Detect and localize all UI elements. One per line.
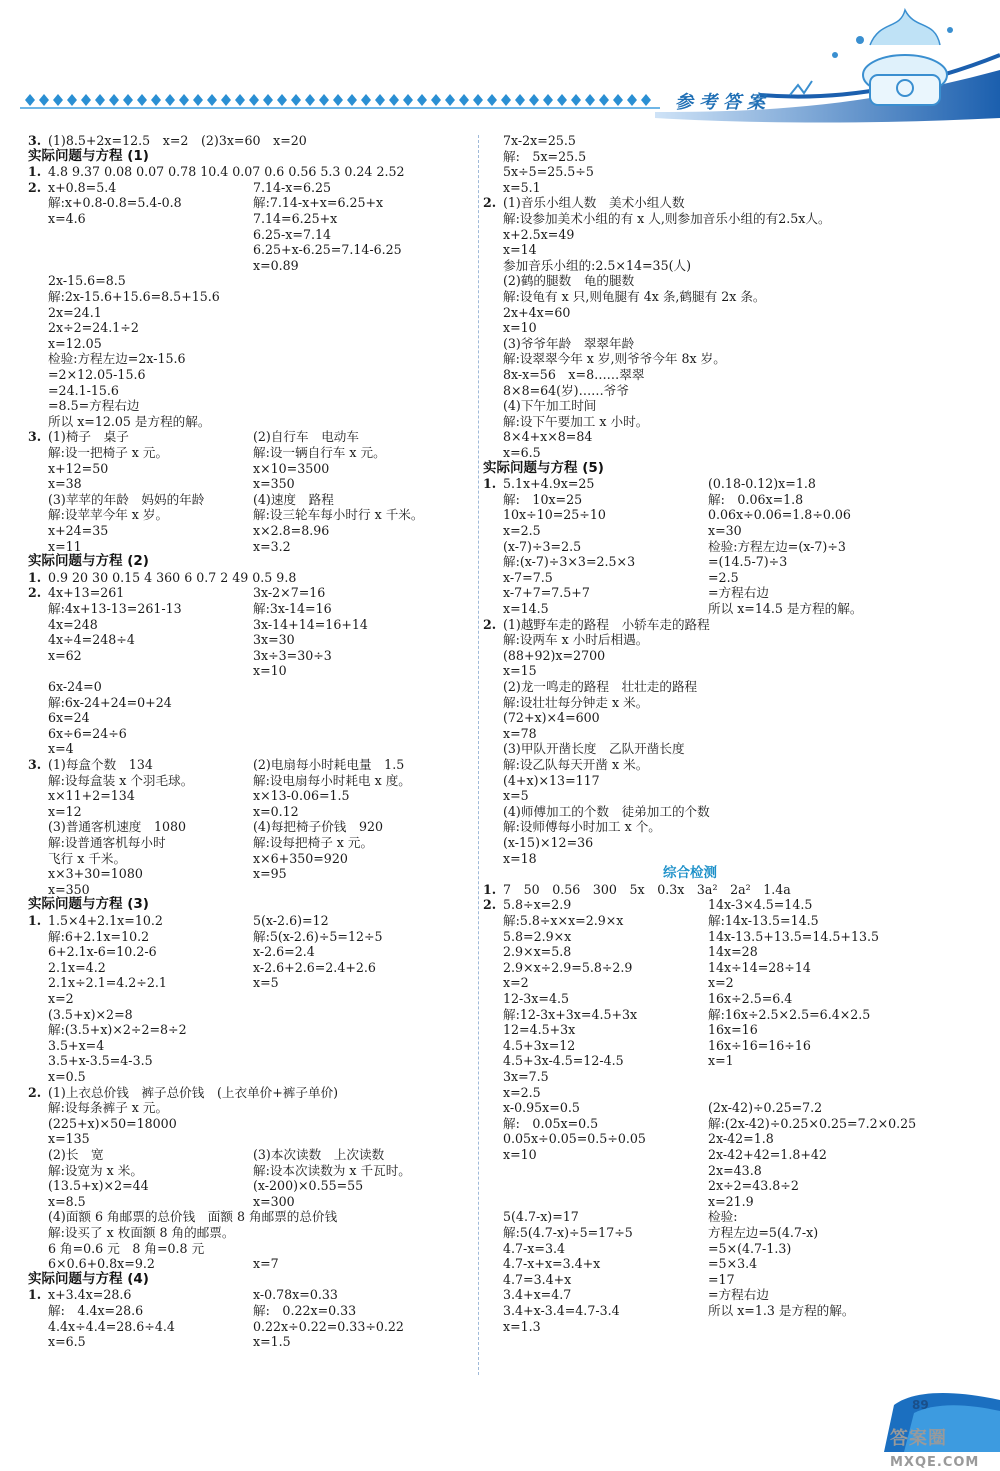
answer-line: 飞行 x 千米。 [48,850,127,866]
answer-line-second: =5×3.4 [708,1256,758,1272]
answer-line-second: 方程左边=5(4.7-x) [708,1225,819,1240]
answer-line-second: =方程右边 [708,1287,769,1303]
chain-diamond [235,94,245,106]
answer-line: 7 50 0.56 300 5x 0.3x 3a² 2a² 1.4a [503,881,791,897]
answer-line: x=2 [503,975,529,991]
chain-diamond [529,94,539,106]
answer-line: 5.1x+4.9x=25 [503,476,595,492]
answer-line: 检验:方程左边=2x-15.6 [48,351,186,367]
answer-line-second: x=350 [253,476,295,492]
answer-line: 解:设普通客机每小时 [48,835,166,850]
question-number: 2. [28,179,42,195]
answer-line-second: 解:16x÷2.5×2.5=6.4×2.5 [708,1006,871,1022]
answer-line-second: 14x-13.5+13.5=14.5+13.5 [708,928,879,944]
chain-diamond [249,94,259,106]
chain-diamond [431,94,441,106]
question-number: 1. [483,881,497,897]
answer-line-second: 16x÷2.5=6.4 [708,991,793,1006]
answer-line-second: 所以 x=14.5 是方程的解。 [708,601,863,616]
answer-line-second: x×2.8=8.96 [253,523,330,538]
answer-line: 解:设一把椅子 x 元。 [48,445,169,460]
answer-line: =8.5=方程右边 [48,398,140,414]
section-heading: 实际问题与方程 (4) [28,1270,149,1287]
answer-line: 8x-x=56 x=8……翠翠 [503,367,645,382]
answer-line-second: x=2 [708,975,734,991]
answer-line: 12=4.5+3x [503,1022,576,1038]
answer-line: 解:设师傅每小时加工 x 个。 [503,819,661,835]
answer-line: x=4.6 [48,211,86,226]
answer-line-second: 14x-3×4.5=14.5 [708,897,813,913]
chain-diamond [333,94,343,106]
answer-line-second: 解:(2x-42)÷0.25×0.25=7.2×0.25 [708,1115,917,1131]
answer-line: 解:5.8÷x×x=2.9×x [503,913,624,928]
answer-line: 2x-15.6=8.5 [48,273,126,289]
answer-line-second: 解:3x-14=16 [253,601,332,616]
answer-line: 解: 10x=25 [503,491,583,507]
answer-line-second: (x-200)×0.55=55 [253,1178,364,1194]
answer-line-second: 3x=30 [253,632,295,648]
answer-line: x=14.5 [503,601,549,616]
answer-line: 解:2x-15.6+15.6=8.5+15.6 [48,289,220,304]
answer-line-second: x=30 [708,523,742,538]
answer-column-right [483,133,958,1393]
answer-line: x=1.3 [503,1318,541,1334]
answer-line: 3.4+x=4.7 [503,1287,572,1303]
answer-line: 1.5×4+2.1x=10.2 [48,913,163,928]
answer-line: (1)音乐小组人数 美术小组人数 [503,195,685,211]
chain-diamond [361,94,371,106]
answer-line: 10x÷10=25÷10 [503,507,606,523]
answer-line: (3.5+x)×2=8 [48,1006,133,1022]
answer-line-second: 2x=43.8 [708,1162,762,1178]
chain-diamond [403,94,413,106]
answer-line-second: 解:7.14-x+x=6.25+x [253,195,384,211]
question-number: 3. [28,757,42,772]
answer-line-second: x×13-0.06=1.5 [253,788,350,804]
question-number: 2. [28,585,42,601]
answer-line: 6x=24 [48,710,90,726]
answer-line: x=8.5 [48,1193,86,1209]
answer-line-second: 解:设每把椅子 x 元。 [253,835,374,850]
answer-line: 0.9 20 30 0.15 4 360 6 0.7 2 49 0.5 9.8 [48,569,297,585]
answer-line: x=78 [503,725,537,741]
answer-line: (2)长 宽 [48,1147,104,1162]
answer-line: 解:设每条裤子 x 元。 [48,1100,169,1116]
chain-diamond [207,94,217,106]
answer-line: 4x+13=261 [48,585,125,601]
answer-line: 解:12-3x+3x=4.5+3x [503,1006,638,1022]
answer-line: 4.4x÷4.4=28.6÷4.4 [48,1318,175,1334]
answer-line: x=38 [48,476,82,492]
answer-line-second: 解:设本次读数为 x 千瓦时。 [253,1162,411,1178]
answer-line: x-0.95x=0.5 [503,1100,580,1116]
answer-line: 3.4+x-3.4=4.7-3.4 [503,1303,620,1318]
answer-line: 解:设宽为 x 米。 [48,1162,143,1178]
answer-line-second: 3x-2×7=16 [253,585,326,601]
answer-line: (2)鹤的腿数 龟的腿数 [503,273,635,289]
question-number: 1. [28,1287,42,1303]
answer-line-second: 6.25+x-6.25=7.14-6.25 [253,242,402,258]
answer-line: x=2 [48,991,74,1006]
answer-line-second: 16x=16 [708,1022,758,1038]
answer-line: 解:(3.5+x)×2÷2=8÷2 [48,1022,187,1038]
answer-line: x+3.4x=28.6 [48,1287,132,1303]
answer-line-second: 解: 0.22x=0.33 [253,1303,357,1318]
answer-line: (x-15)×12=36 [503,835,594,850]
answer-line: (225+x)×50=18000 [48,1115,177,1131]
chain-diamond [473,94,483,106]
answer-line: x=5 [503,788,529,804]
answer-line: 3x=7.5 [503,1069,549,1084]
answer-line: 2.1x÷2.1=4.2÷2.1 [48,975,167,991]
answer-line: x=11 [48,538,82,554]
answer-line-second: x=1.5 [253,1334,291,1350]
answer-line: 解:4x+13-13=261-13 [48,601,182,616]
chain-diamond [445,94,455,106]
answer-line: x×11+2=134 [48,788,135,804]
answer-line-second: =2.5 [708,569,739,585]
answer-line-second: (4)每把椅子价钱 920 [253,819,384,835]
chain-diamond [165,94,175,106]
section-heading: 实际问题与方程 (5) [483,459,604,476]
answer-line: 解: 0.05x=0.5 [503,1115,599,1131]
chain-diamond [585,94,595,106]
answer-line: x=10 [503,1147,537,1162]
answer-line-second: 解:14x-13.5=14.5 [708,913,819,928]
question-number: 2. [483,195,497,211]
answer-line: x=12 [48,803,82,819]
answer-line: x+0.8=5.4 [48,179,117,195]
answer-line: 解:设龟有 x 只,则龟腿有 4x 条,鹤腿有 2x 条。 [503,289,766,304]
answer-line: 2.9×x÷2.9=5.8÷2.9 [503,959,633,975]
answer-line: 6+2.1x-6=10.2-6 [48,944,157,960]
chain-diamond [389,94,399,106]
answer-line: 5x÷5=25.5÷5 [503,164,594,180]
watermark-url: MXQE.COM [890,1455,980,1470]
answer-line-second: 5(x-2.6)=12 [253,913,329,928]
answer-line-second: 16x÷16=16÷16 [708,1037,811,1053]
answer-line: x=6.5 [48,1334,86,1350]
chain-diamond [543,94,553,106]
answer-line-second: (2)自行车 电动车 [253,429,359,445]
answer-line-second: x=0.89 [253,257,299,273]
answer-line: x+12=50 [48,460,109,476]
chain-diamond [39,94,49,106]
answer-line-second: 3x-14+14=16+14 [253,616,368,632]
answer-line: 解:设壮壮每分钟走 x 米。 [503,694,649,710]
answer-line-second: x=7 [253,1256,279,1272]
answer-line: 解:设乙队每天开凿 x 米。 [503,757,649,772]
chain-diamond [641,94,651,106]
chain-diamond [109,94,119,106]
answer-line: 4.7=3.4+x [503,1271,572,1287]
chain-diamond [571,94,581,106]
answer-line-second: 3x÷3=30÷3 [253,647,332,663]
answer-line: (2)龙一鸣走的路程 壮壮走的路程 [503,679,698,694]
answer-line-second: 0.22x÷0.22=0.33÷0.22 [253,1318,404,1334]
answer-line-second: (4)速度 路程 [253,491,334,507]
chain-diamond [557,94,567,106]
section-heading: 实际问题与方程 (2) [28,553,149,570]
answer-line: 7x-2x=25.5 [503,133,576,148]
answer-line-second: 14x=28 [708,944,758,960]
chain-diamond [599,94,609,106]
answer-line: 4.8 9.37 0.08 0.07 0.78 10.4 0.07 0.6 0.56 5.3 0.24 2.52 [48,164,405,180]
answer-line: (1)每盒个数 134 [48,757,153,772]
answer-line-second: (0.18-0.12)x=1.8 [708,476,816,492]
answer-line: 6 角=0.6 元 8 角=0.8 元 [48,1240,205,1256]
chain-diamond [319,94,329,106]
header-title: 参考答案 [675,92,771,113]
answer-line: 5.8=2.9×x [503,928,572,944]
chain-diamond [305,94,315,106]
answer-column-left [28,133,503,1393]
answer-line: (1)上衣总价钱 裤子总价钱 (上衣单价+裤子单价) [48,1084,339,1100]
answer-line: 0.05x÷0.05=0.5÷0.05 [503,1131,646,1147]
chain-diamond [501,94,511,106]
answer-line-second: 6.25-x=7.14 [253,226,331,242]
answer-line-second: 解: 0.06x=1.8 [708,491,804,507]
answer-line: 解:设每盒装 x 个羽毛球。 [48,772,194,788]
chain-diamond [613,94,623,106]
answer-line: 解:设两车 x 小时后相遇。 [503,632,649,648]
answer-line: =24.1-15.6 [48,382,119,398]
answer-line-second: x=0.12 [253,803,299,819]
question-number: 1. [483,476,497,492]
chain-diamond [417,94,427,106]
answer-line: 解: 5x=25.5 [503,148,587,164]
answer-line: 解: 4.4x=28.6 [48,1303,144,1318]
chain-diamond [221,94,231,106]
answer-line: 4.7-x+x=3.4+x [503,1256,601,1272]
chain-diamond [25,94,35,106]
question-number: 2. [483,897,497,913]
answer-line: x=2.5 [503,523,541,538]
chain-diamond [179,94,189,106]
answer-line: (4)下午加工时间 [503,398,597,414]
answer-line: 6x÷6=24÷6 [48,725,127,741]
answer-line: (4+x)×13=117 [503,772,600,788]
answer-line: x=5.1 [503,179,541,195]
answer-line: x=6.5 [503,445,541,460]
answer-line-second: =5×(4.7-1.3) [708,1240,792,1256]
answer-line: x-7=7.5 [503,569,553,585]
chain-diamond [123,94,133,106]
answer-line-second: 所以 x=1.3 是方程的解。 [708,1303,855,1318]
section-heading: 实际问题与方程 (1) [28,147,149,164]
answer-line-second: x=10 [253,663,287,679]
answer-line: x=15 [503,663,537,679]
answer-line-second: 检验:方程左边=(x-7)÷3 [708,538,846,554]
answer-line-second: =17 [708,1271,735,1287]
chain-diamond [81,94,91,106]
section-heading: 实际问题与方程 (3) [28,896,149,913]
chain-diamond [53,94,63,106]
answer-line: 解:6x-24+24=0+24 [48,694,172,710]
answer-line-second: (2x-42)÷0.25=7.2 [708,1100,823,1116]
answer-line: 解:6+2.1x=10.2 [48,928,150,944]
answer-line: 4x÷4=248÷4 [48,632,135,648]
question-number: 2. [483,616,497,632]
answer-line: (72+x)×4=600 [503,710,600,726]
answer-line: 6x-24=0 [48,679,102,694]
answer-line-second: x-0.78x=0.33 [253,1287,338,1303]
answer-line: x=10 [503,320,537,336]
answer-line-second: (3)本次读数 上次读数 [253,1147,385,1162]
answer-line-second: (2)电扇每小时耗电量 1.5 [253,757,405,772]
answer-line: x×3+30=1080 [48,866,143,882]
header-decoration [0,0,1000,130]
answer-line: 解:设买了 x 枚面额 8 角的邮票。 [48,1225,235,1240]
answer-line: x-7+7=7.5+7 [503,585,590,601]
answer-line: 2.1x=4.2 [48,959,106,975]
answer-line-second: 7.14-x=6.25 [253,179,331,195]
answer-line: (x-7)÷3=2.5 [503,538,582,554]
question-number: 1. [28,164,42,180]
page-number: 89 [912,1398,929,1412]
chain-diamond [375,94,385,106]
answer-line-second: x-2.6+2.6=2.4+2.6 [253,959,376,975]
answer-line-second: x-2.6=2.4 [253,944,315,960]
answer-line: 8×8=64(岁)……爷爷 [503,382,629,398]
answer-line: 解:设下午要加工 x 小时。 [503,413,649,429]
answer-line-second: =方程右边 [708,585,769,601]
chain-diamond [347,94,357,106]
answer-line: (4)面额 6 角邮票的总价钱 面额 8 角邮票的总价钱 [48,1209,338,1225]
answer-line: x=350 [48,881,90,897]
answer-line-second: x=5 [253,975,279,991]
answer-line: (1)8.5+2x=12.5 x=2 (2)3x=60 x=20 [48,133,307,148]
answer-line: x=135 [48,1131,90,1147]
answer-line: x=18 [503,850,537,866]
answer-line: x=12.05 [48,335,102,351]
answer-line: 2x=24.1 [48,304,102,320]
chain-diamond [263,94,273,106]
answer-line-second: 2x-42+42=1.8+42 [708,1147,827,1162]
answer-line: 所以 x=12.05 是方程的解。 [48,413,211,429]
chain-diamond [487,94,497,106]
answer-line: 8×4+x×8=84 [503,429,593,445]
answer-line: (13.5+x)×2=44 [48,1178,149,1194]
answer-line: 3.5+x-3.5=4-3.5 [48,1053,153,1069]
answer-line-second: x=1 [708,1053,734,1069]
answer-line-second: 解:5(x-2.6)÷5=12÷5 [253,928,383,944]
question-number: 2. [28,1084,42,1100]
answer-line: 4.7-x=3.4 [503,1240,565,1256]
answer-line-second: x=21.9 [708,1193,754,1209]
answer-line: (3)甲队开凿长度 乙队开凿长度 [503,741,685,757]
answer-line: (4)师傅加工的个数 徒弟加工的个数 [503,803,710,819]
chain-diamond [627,94,637,106]
answer-line-second: 检验: [708,1209,738,1225]
chain-diamond [137,94,147,106]
answer-line-second: 14x÷14=28÷14 [708,959,811,975]
answer-line: 6×0.6+0.8x=9.2 [48,1256,155,1272]
answer-line: (3)苹苹的年龄 妈妈的年龄 [48,491,205,507]
answer-line: x=2.5 [503,1084,541,1100]
chain-diamond [277,94,287,106]
answer-line-second: 2x÷2=43.8÷2 [708,1178,799,1194]
question-number: 3. [28,133,42,148]
answer-line: 2x+4x=60 [503,304,571,320]
answer-line-second: x×10=3500 [253,460,330,476]
answer-line-second: 2x-42=1.8 [708,1131,774,1147]
chain-diamond [459,94,469,106]
answer-line: 解:设翠翠今年 x 岁,则爷爷今年 8x 岁。 [503,351,726,367]
answer-line: 解:(x-7)÷3×3=2.5×3 [503,554,636,570]
answer-line: 3.5+x=4 [48,1037,105,1053]
answer-line: 解:x+0.8-0.8=5.4-0.8 [48,195,182,211]
answer-line-second: x=300 [253,1193,295,1209]
chain-diamond [151,94,161,106]
answer-line: x=14 [503,242,537,258]
question-number: 1. [28,913,42,928]
answer-line-second: 解:设三轮车每小时行 x 千米。 [253,507,424,523]
answer-line: 12-3x=4.5 [503,991,569,1006]
answer-line-second: 解:设一辆自行车 x 元。 [253,445,386,460]
answer-line: 2x÷2=24.1÷2 [48,320,139,336]
answer-line-second: 解:设电扇每小时耗电 x 度。 [253,772,411,788]
answer-line-second: x×6+350=920 [253,850,348,866]
question-number: 3. [28,429,42,445]
watermark-text [890,1424,979,1471]
answer-line-second: 7.14=6.25+x [253,211,338,226]
answer-line: =2×12.05-15.6 [48,367,146,382]
question-number: 1. [28,569,42,585]
answer-line-second: x=3.2 [253,538,291,554]
answer-line-second: x=95 [253,866,287,882]
chain-diamond [67,94,77,106]
chain-diamond [95,94,105,106]
answer-line: 解:设参加美术小组的有 x 人,则参加音乐小组的有2.5x人。 [503,211,831,226]
answer-line: 解:5(4.7-x)÷5=17÷5 [503,1225,633,1240]
answer-line: x=62 [48,647,82,663]
answer-line: 5(4.7-x)=17 [503,1209,579,1225]
answer-line-second: 0.06x÷0.06=1.8÷0.06 [708,507,851,523]
answer-line: 4.5+3x=12 [503,1037,576,1053]
answer-line: x+2.5x=49 [503,226,575,242]
answer-line: 解:设苹苹今年 x 岁。 [48,507,169,523]
answer-line: 参加音乐小组的:2.5×14=35(人) [503,257,692,273]
chain-diamond [193,94,203,106]
answer-line: x+24=35 [48,523,109,538]
section-heading: 综合检测 [663,865,717,882]
answer-line: (1)椅子 桌子 [48,429,129,445]
answer-line: 4.5+3x-4.5=12-4.5 [503,1053,624,1069]
answer-line: (3)爷爷年龄 翠翠年龄 [503,335,635,351]
answer-line: (88+92)x=2700 [503,647,606,663]
chain-diamond [291,94,301,106]
answer-line: 4x=248 [48,616,98,632]
page-header [0,0,1000,130]
answer-line: (1)越野车走的路程 小轿车走的路程 [503,616,710,632]
answer-line: x=0.5 [48,1069,86,1084]
answer-line: 5.8÷x=2.9 [503,897,572,913]
answer-line: 2.9×x=5.8 [503,944,572,960]
watermark-name: 答案圈 [890,1428,947,1449]
answer-line: (3)普通客机速度 1080 [48,819,187,835]
chain-diamond [515,94,525,106]
answer-line: x=4 [48,741,74,757]
answer-line-second: =(14.5-7)÷3 [708,554,788,570]
